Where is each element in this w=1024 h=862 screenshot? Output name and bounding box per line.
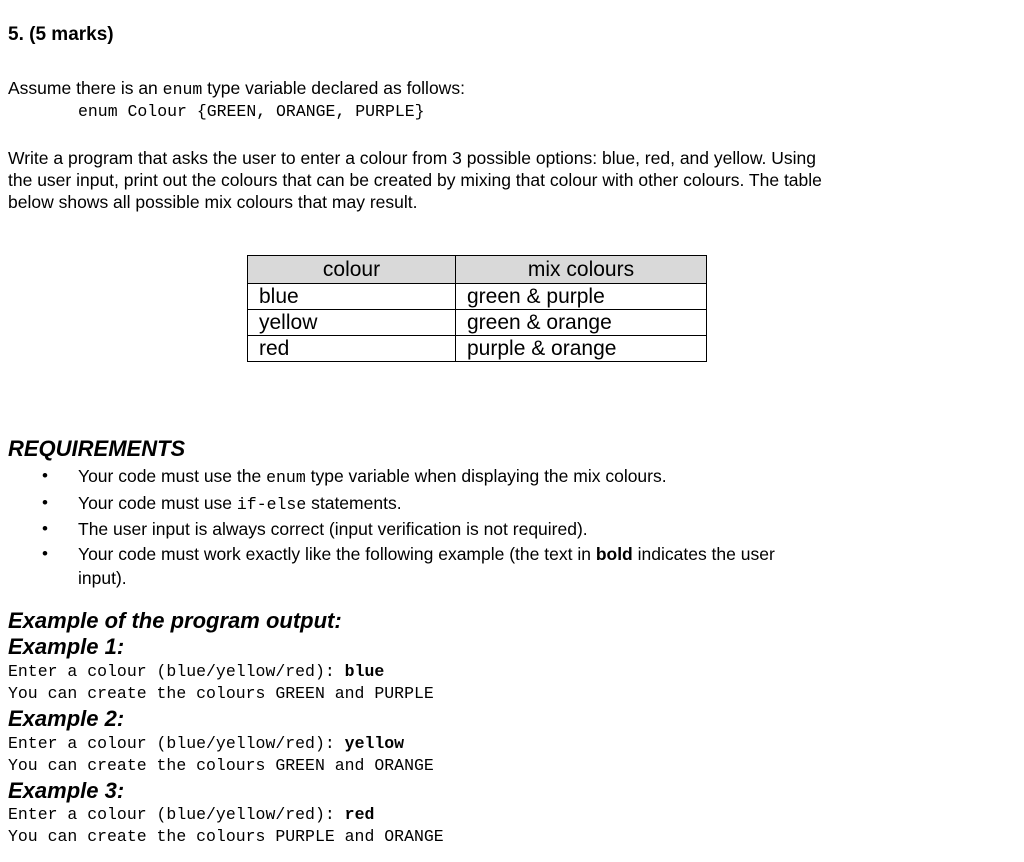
- example-2-output: You can create the colours GREEN and ORANGE: [8, 756, 434, 775]
- req-code: enum: [266, 468, 306, 487]
- req-text: indicates the user: [637, 543, 775, 564]
- table-cell-mix: green & purple: [456, 284, 707, 310]
- req-text: Your code must use the: [78, 466, 262, 486]
- req-text: statements.: [311, 492, 402, 513]
- bullet-icon: •: [42, 466, 48, 485]
- requirements-list: [0, 464, 1000, 591]
- list-item: [0, 542, 1000, 591]
- question-title: 5. (5 marks): [8, 24, 114, 45]
- task-line-3: below shows all possible mix colours that may result.: [8, 192, 418, 212]
- example-user-input: yellow: [344, 734, 405, 753]
- enum-declaration: enum Colour {GREEN, ORANGE, PURPLE}: [78, 102, 425, 121]
- req-text: Your code must use: [78, 492, 233, 513]
- table-header-row: [248, 256, 707, 284]
- mix-colours-table: [247, 255, 707, 362]
- bullet-icon: •: [42, 519, 48, 538]
- header-colour: colour: [248, 256, 456, 284]
- example-prompt: Enter a colour (blue/yellow/red):: [8, 805, 335, 824]
- req-text: Your code must work exactly like the following example (the text in: [78, 543, 591, 564]
- example-user-input: red: [344, 805, 375, 824]
- example-1-output: You can create the colours GREEN and PURPLE: [8, 684, 434, 703]
- header-mix-colours: mix colours: [456, 256, 707, 284]
- example-3-heading: Example 3:: [8, 778, 125, 803]
- example-prompt: Enter a colour (blue/yellow/red):: [8, 662, 335, 681]
- example-user-input: blue: [344, 662, 385, 681]
- task-line-2: the user input, print out the colours that can be created by mixing that colour with other colours. The table: [8, 170, 822, 190]
- intro-text-before: Assume there is an: [8, 78, 158, 98]
- list-item: [0, 491, 1000, 518]
- task-line-1: Write a program that asks the user to enter a colour from 3 possible options: blue, red, and yellow. Using: [8, 148, 817, 168]
- example-1-prompt-line: [8, 662, 384, 681]
- req-code: if-else: [236, 494, 307, 514]
- intro-text-after: type variable declared as follows:: [207, 78, 465, 98]
- example-prompt: Enter a colour (blue/yellow/red):: [8, 734, 335, 753]
- bullet-icon: •: [42, 492, 48, 512]
- example-3-output: You can create the colours PURPLE and ORANGE: [8, 827, 444, 846]
- example-1-heading: Example 1:: [8, 634, 125, 659]
- req-text: input).: [78, 568, 127, 588]
- list-item: [0, 517, 1000, 542]
- example-2-heading: Example 2:: [8, 706, 125, 731]
- table-row: [248, 336, 707, 362]
- table-cell-mix: green & orange: [456, 310, 707, 336]
- req-text: type variable when displaying the mix colours.: [310, 466, 667, 486]
- bullet-icon: •: [42, 543, 48, 563]
- req-text: The user input is always correct (input verification is not required).: [78, 519, 588, 539]
- table-row: [248, 310, 707, 336]
- table-cell-mix: purple & orange: [456, 336, 707, 362]
- req-bold: bold: [595, 543, 633, 564]
- table-cell-colour: red: [248, 336, 456, 362]
- intro-line: [8, 77, 465, 101]
- example-2-prompt-line: [8, 734, 404, 753]
- list-item: [0, 464, 1000, 491]
- table-cell-colour: yellow: [248, 310, 456, 336]
- examples-title: Example of the program output:: [8, 608, 342, 633]
- requirements-title: REQUIREMENTS: [8, 436, 186, 461]
- table-row: [248, 284, 707, 310]
- table-cell-colour: blue: [248, 284, 456, 310]
- intro-enum-code: enum: [162, 80, 203, 99]
- example-3-prompt-line: [8, 805, 374, 824]
